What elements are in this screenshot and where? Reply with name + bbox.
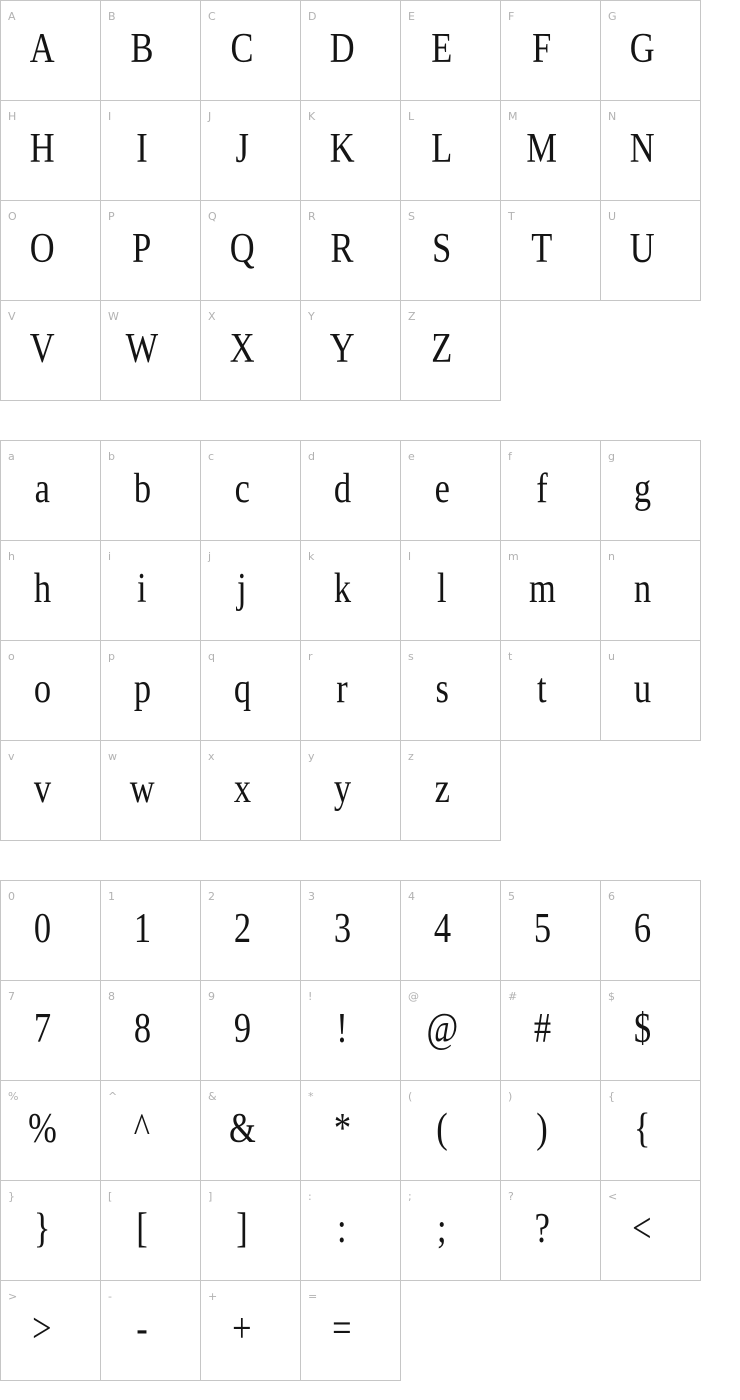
glyph-cell (501, 641, 601, 741)
glyph-preview: K (329, 126, 355, 172)
glyph-preview: ? (534, 1206, 550, 1252)
glyph-cell (601, 441, 701, 541)
glyph-cell (301, 101, 401, 201)
glyph-cell (401, 101, 501, 201)
glyph-cell (401, 641, 501, 741)
glyph-corner-label: W (108, 310, 119, 323)
glyph-preview: 7 (33, 1006, 51, 1052)
glyph-corner-label: - (108, 1290, 112, 1303)
glyph-corner-label: i (108, 550, 112, 563)
glyph-preview: c (234, 466, 250, 512)
glyph-cell (101, 441, 201, 541)
glyph-corner-label: D (308, 10, 317, 23)
glyph-corner-label: 7 (8, 990, 15, 1003)
glyph-cell (401, 881, 501, 981)
glyph-cell (401, 981, 501, 1081)
glyph-cell (1, 541, 101, 641)
glyph-corner-label: c (208, 450, 215, 463)
glyph-cell (501, 881, 601, 981)
glyph-preview: I (136, 126, 148, 172)
glyph-preview: 1 (133, 906, 151, 952)
glyph-cell (101, 981, 201, 1081)
glyph-corner-label: e (408, 450, 415, 463)
glyph-preview: ] (236, 1206, 248, 1252)
glyph-corner-label: > (8, 1290, 18, 1303)
glyph-preview: w (129, 766, 155, 812)
glyph-corner-label: E (408, 10, 415, 23)
glyph-cell (601, 101, 701, 201)
glyph-corner-label: j (208, 550, 212, 563)
glyph-preview: G (629, 26, 655, 72)
glyph-corner-label: N (608, 110, 617, 123)
glyph-cell (101, 1, 201, 101)
glyph-cell (401, 301, 501, 401)
glyph-cell (401, 541, 501, 641)
glyph-preview: } (33, 1206, 51, 1252)
glyph-corner-label: m (508, 550, 519, 563)
glyph-preview: = (332, 1306, 352, 1352)
glyph-corner-label: Q (208, 210, 217, 223)
glyph-corner-label: a (8, 450, 15, 463)
glyph-cell (401, 201, 501, 301)
glyph-corner-label: ? (508, 1190, 514, 1203)
glyph-preview: k (333, 566, 351, 612)
glyph-cell (101, 101, 201, 201)
glyph-cell (301, 981, 401, 1081)
glyph-preview: T (531, 226, 553, 272)
glyph-corner-label: Z (408, 310, 416, 323)
glyph-preview: ! (336, 1006, 348, 1052)
glyph-corner-label: 4 (408, 890, 415, 903)
glyph-cell (301, 1181, 401, 1281)
glyph-corner-label: G (608, 10, 617, 23)
glyph-corner-label: S (408, 210, 415, 223)
glyph-preview: > (32, 1306, 52, 1352)
glyph-preview: b (133, 466, 151, 512)
glyph-preview: r (336, 666, 348, 712)
glyph-cell (601, 541, 701, 641)
glyph-preview: P (132, 226, 152, 272)
glyph-preview: X (229, 326, 255, 372)
glyph-preview: o (33, 666, 51, 712)
glyph-corner-label: v (8, 750, 15, 763)
glyph-corner-label: = (308, 1290, 318, 1303)
glyph-cell (201, 1281, 301, 1381)
glyph-cell (201, 441, 301, 541)
glyph-preview: J (235, 126, 249, 172)
glyph-preview: E (431, 26, 453, 72)
glyph-corner-label: u (608, 650, 615, 663)
glyph-preview: D (329, 26, 355, 72)
glyph-cell (101, 641, 201, 741)
glyph-cell (401, 1181, 501, 1281)
glyph-preview: 9 (233, 1006, 251, 1052)
glyph-corner-label: Y (308, 310, 315, 323)
glyph-corner-label: o (8, 650, 15, 663)
glyph-corner-label: s (408, 650, 414, 663)
glyph-corner-label: U (608, 210, 617, 223)
glyph-preview: q (233, 666, 251, 712)
glyph-corner-label: } (8, 1190, 15, 1203)
glyph-cell (601, 881, 701, 981)
glyph-cell (201, 201, 301, 301)
glyph-preview: x (233, 766, 251, 812)
glyph-corner-label: 2 (208, 890, 215, 903)
uppercase-grid (0, 0, 701, 401)
glyph-preview: z (434, 766, 450, 812)
glyph-preview: F (532, 26, 552, 72)
glyph-corner-label: 3 (308, 890, 315, 903)
glyph-corner-label: 6 (608, 890, 615, 903)
glyph-preview: y (333, 766, 351, 812)
glyph-preview: i (137, 566, 147, 612)
glyph-cell (501, 1181, 601, 1281)
glyph-cell (1, 981, 101, 1081)
glyph-corner-label: < (608, 1190, 618, 1203)
glyph-cell (101, 541, 201, 641)
glyph-preview: d (333, 466, 351, 512)
glyph-preview: p (133, 666, 151, 712)
glyph-corner-label: r (308, 650, 313, 663)
glyph-corner-label: 9 (208, 990, 215, 1003)
glyph-preview: C (230, 26, 254, 72)
glyph-cell (401, 1, 501, 101)
glyph-preview: L (431, 126, 453, 172)
glyph-cell (501, 1081, 601, 1181)
glyph-corner-label: : (308, 1190, 312, 1203)
glyph-cell (501, 101, 601, 201)
glyph-preview: m (528, 566, 556, 612)
glyph-preview: 0 (33, 906, 51, 952)
glyph-corner-label: F (508, 10, 515, 23)
glyph-preview: 3 (333, 906, 351, 952)
glyph-corner-label: b (108, 450, 115, 463)
glyph-cell (401, 441, 501, 541)
glyph-corner-label: O (8, 210, 17, 223)
glyph-preview: A (29, 26, 55, 72)
glyph-cell (1, 441, 101, 541)
glyph-cell (101, 1181, 201, 1281)
glyph-cell (301, 441, 401, 541)
glyph-cell (301, 301, 401, 401)
glyph-cell (1, 201, 101, 301)
glyph-cell (201, 541, 301, 641)
glyph-preview: h (33, 566, 51, 612)
glyph-corner-label: n (608, 550, 615, 563)
glyph-corner-label: y (308, 750, 315, 763)
glyph-preview: { (633, 1106, 651, 1152)
glyph-cell (601, 1081, 701, 1181)
glyph-preview: M (526, 126, 558, 172)
glyph-cell (501, 1, 601, 101)
glyph-preview: g (633, 466, 651, 512)
glyph-corner-label: R (308, 210, 316, 223)
glyph-corner-label: @ (408, 990, 419, 1003)
glyph-preview: j (237, 566, 247, 612)
glyph-corner-label: f (508, 450, 512, 463)
glyph-corner-label: X (208, 310, 216, 323)
glyph-preview: 5 (533, 906, 551, 952)
glyph-cell (401, 741, 501, 841)
glyph-cell (1, 101, 101, 201)
glyph-corner-label: B (108, 10, 116, 23)
glyph-corner-label: z (408, 750, 414, 763)
glyph-corner-label: q (208, 650, 215, 663)
glyph-corner-label: T (508, 210, 515, 223)
glyph-preview: < (632, 1206, 652, 1252)
glyph-cell (301, 201, 401, 301)
glyph-corner-label: ( (408, 1090, 413, 1103)
glyph-preview: # (533, 1006, 551, 1052)
glyph-corner-label: x (208, 750, 215, 763)
glyph-preview: + (232, 1306, 252, 1352)
glyph-corner-label: ! (308, 990, 313, 1003)
glyph-cell (201, 1081, 301, 1181)
glyph-preview: ) (536, 1106, 548, 1152)
glyph-cell (301, 1281, 401, 1381)
glyph-preview: @ (426, 1006, 458, 1052)
glyph-preview: l (437, 566, 447, 612)
glyph-preview: Z (431, 326, 453, 372)
glyph-corner-label: % (8, 1090, 19, 1103)
glyph-cell (301, 1081, 401, 1181)
glyph-cell (1, 1, 101, 101)
glyph-corner-label: 5 (508, 890, 515, 903)
glyph-preview: s (435, 666, 449, 712)
glyph-cell (501, 201, 601, 301)
glyph-corner-label: K (308, 110, 316, 123)
glyph-preview: H (29, 126, 55, 172)
glyph-preview: 2 (233, 906, 251, 952)
glyph-corner-label: V (8, 310, 16, 323)
glyph-corner-label: g (608, 450, 615, 463)
glyph-cell (601, 201, 701, 301)
glyph-cell (101, 301, 201, 401)
glyph-preview: a (34, 466, 50, 512)
glyph-corner-label: k (308, 550, 315, 563)
glyph-corner-label: $ (608, 990, 615, 1003)
glyph-cell (201, 981, 301, 1081)
glyph-corner-label: l (408, 550, 412, 563)
glyph-cell (501, 981, 601, 1081)
glyph-preview: - (136, 1306, 148, 1352)
glyph-preview: 6 (633, 906, 651, 952)
glyph-preview: : (337, 1206, 347, 1252)
glyph-cell (201, 881, 301, 981)
glyph-cell (601, 1181, 701, 1281)
glyph-corner-label: t (508, 650, 513, 663)
glyph-cell (301, 1, 401, 101)
glyph-corner-label: w (108, 750, 117, 763)
glyph-corner-label: J (208, 110, 212, 123)
glyph-preview: ( (436, 1106, 448, 1152)
glyph-corner-label: [ (108, 1190, 113, 1203)
glyph-preview: v (33, 766, 51, 812)
glyph-cell (601, 1, 701, 101)
glyph-cell (301, 541, 401, 641)
glyph-cell (201, 641, 301, 741)
glyph-corner-label: I (108, 110, 112, 123)
glyph-cell (201, 101, 301, 201)
glyph-cell (1, 741, 101, 841)
glyph-preview: $ (633, 1006, 651, 1052)
glyph-corner-label: 8 (108, 990, 115, 1003)
glyph-corner-label: 0 (8, 890, 15, 903)
glyph-preview: Q (229, 226, 255, 272)
glyph-preview: n (633, 566, 651, 612)
lowercase-grid (0, 440, 701, 841)
glyph-preview: Y (329, 326, 355, 372)
glyph-preview: % (27, 1106, 57, 1152)
glyph-cell (101, 741, 201, 841)
glyph-preview: 4 (433, 906, 451, 952)
glyph-cell (1, 1281, 101, 1381)
glyph-preview: u (633, 666, 651, 712)
glyph-cell (501, 541, 601, 641)
glyph-cell (1, 301, 101, 401)
glyph-corner-label: ; (408, 1190, 412, 1203)
glyph-preview: & (228, 1106, 256, 1152)
glyph-preview: U (629, 226, 655, 272)
glyph-preview: R (330, 226, 354, 272)
glyph-cell (201, 1181, 301, 1281)
glyph-preview: S (432, 226, 452, 272)
glyph-preview: * (333, 1106, 351, 1152)
glyph-preview: W (125, 326, 159, 372)
glyph-cell (301, 641, 401, 741)
glyph-preview: O (29, 226, 55, 272)
glyph-corner-label: P (108, 210, 115, 223)
glyph-preview: 8 (133, 1006, 151, 1052)
glyph-corner-label: p (108, 650, 115, 663)
glyph-cell (301, 881, 401, 981)
glyph-corner-label: ] (208, 1190, 213, 1203)
symbols-grid (0, 880, 701, 1381)
glyph-preview: ^ (133, 1106, 151, 1152)
glyph-preview: V (29, 326, 55, 372)
glyph-corner-label: + (208, 1290, 218, 1303)
glyph-cell (601, 641, 701, 741)
glyph-cell (601, 981, 701, 1081)
glyph-preview: B (130, 26, 154, 72)
glyph-corner-label: ) (508, 1090, 513, 1103)
glyph-cell (201, 1, 301, 101)
glyph-cell (1, 1081, 101, 1181)
glyph-preview: [ (136, 1206, 148, 1252)
glyph-cell (301, 741, 401, 841)
glyph-preview: f (536, 466, 548, 512)
glyph-cell (1, 881, 101, 981)
glyph-corner-label: L (408, 110, 415, 123)
glyph-corner-label: C (208, 10, 216, 23)
glyph-cell (101, 1081, 201, 1181)
glyph-corner-label: H (8, 110, 17, 123)
glyph-preview: e (434, 466, 450, 512)
glyph-cell (401, 1081, 501, 1181)
glyph-corner-label: M (508, 110, 518, 123)
glyph-corner-label: { (608, 1090, 615, 1103)
glyph-corner-label: # (508, 990, 518, 1003)
glyph-corner-label: 1 (108, 890, 115, 903)
glyph-corner-label: * (308, 1090, 314, 1103)
glyph-cell (101, 881, 201, 981)
glyph-corner-label: ^ (108, 1090, 118, 1103)
glyph-cell (201, 301, 301, 401)
glyph-corner-label: A (8, 10, 16, 23)
glyph-preview: ; (437, 1206, 447, 1252)
glyph-preview: N (629, 126, 655, 172)
glyph-cell (201, 741, 301, 841)
glyph-preview: t (537, 666, 547, 712)
glyph-cell (1, 641, 101, 741)
glyph-cell (101, 1281, 201, 1381)
glyph-corner-label: & (208, 1090, 217, 1103)
glyph-corner-label: d (308, 450, 315, 463)
glyph-corner-label: h (8, 550, 15, 563)
glyph-cell (501, 441, 601, 541)
glyph-cell (1, 1181, 101, 1281)
glyph-cell (101, 201, 201, 301)
